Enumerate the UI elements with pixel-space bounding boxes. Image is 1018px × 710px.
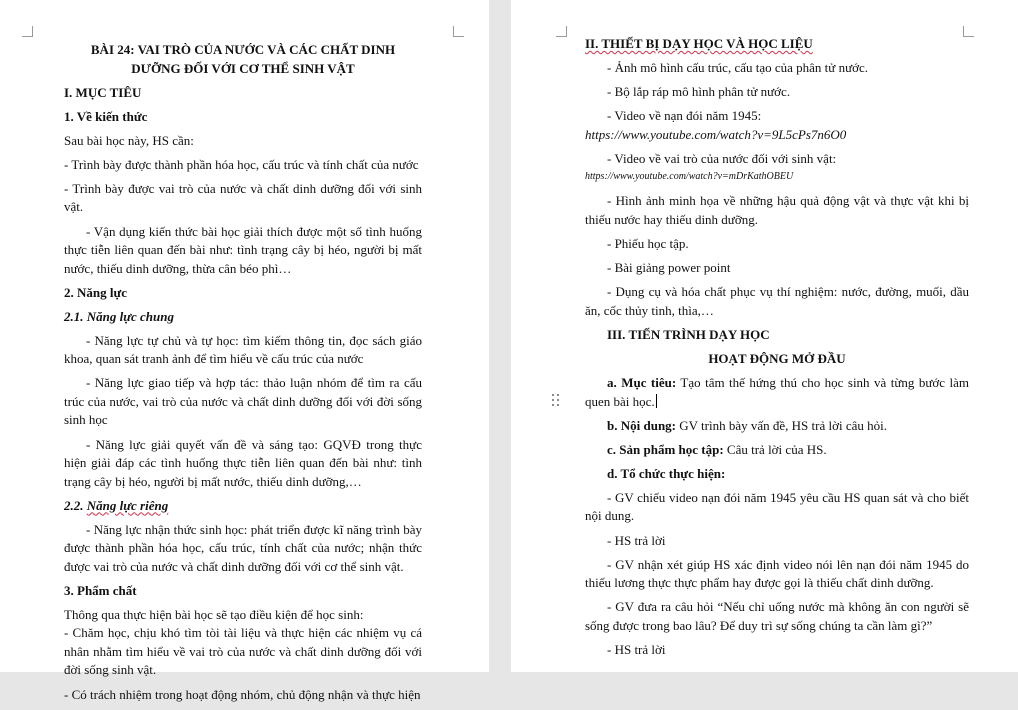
section-label: b. Nội dung: (607, 417, 676, 433)
spellcheck-underlined-text: II. THIẾT BỊ DẠY HỌC VÀ HỌC LIỆU (585, 36, 813, 51)
paragraph: - Năng lực nhận thức sinh học: phát triển được kĩ năng trình bày được thành phần hóa học, cấu trúc, tính chất của nước; nhận thức được vai trò của nước và chất dinh dưỡng đối với cơ thể sinh vật. (64, 521, 422, 574)
page-content[interactable] (585, 35, 969, 665)
video-link-1[interactable]: https://www.youtube.com/watch?v=9L5cPs7n6O0 (585, 126, 847, 142)
document-page-left (0, 0, 489, 702)
heading-pham-chat: 3. Phẩm chất (64, 582, 137, 598)
section-text: Câu trả lời của HS. (723, 441, 827, 457)
heading-nang-luc-chung: 2.1. Năng lực chung (64, 308, 174, 324)
paragraph: - Hình ảnh minh họa về những hậu quả động vật và thực vật khi bị thiếu nước hay thiếu dinh dưỡng. (585, 193, 969, 227)
section-d: d. Tổ chức thực hiện: (607, 465, 726, 481)
paragraph: - Video về vai trò của nước đối với sinh vật: (607, 150, 837, 166)
lesson-title-line1: BÀI 24: VAI TRÒ CỦA NƯỚC VÀ CÁC CHẤT DINH (90, 42, 396, 57)
spellcheck-underlined-text: Năng lực riêng (86, 497, 169, 513)
section-a (585, 374, 969, 411)
paragraph: - Năng lực tự chủ và tự học: tìm kiếm thông tin, đọc sách giáo khoa, quan sát tranh ảnh để tìm hiểu về cấu trúc của nước (64, 332, 422, 367)
heading-hoat-dong-mo-dau: HOẠT ĐỘNG MỞ ĐẦU (708, 350, 846, 366)
paragraph: - Vận dụng kiến thức bài học giải thích được một số tình huống thực tiễn liên quan đến bài như: tình trạng cây bị héo, người bị mất nước, thiếu dinh dưỡng, thừa cân béo phì… (64, 223, 422, 276)
heading-number: 2.2. (64, 497, 87, 513)
margin-corner-mark (22, 26, 33, 37)
paragraph: - Năng lực giải quyết vấn đề và sáng tạo: GQVĐ trong thực hiện giải đáp các tình huống thực tiễn liên quan đến bài như: tình trạng cây bị héo, người bị mất nước, thiếu dinh dưỡng,… (64, 436, 422, 489)
text-cursor (656, 394, 657, 408)
paragraph: - Dụng cụ và hóa chất phục vụ thí nghiệm: nước, đường, muối, dầu ăn, cốc thủy tinh, thìa,… (585, 284, 969, 318)
heading-thiet-bi (585, 35, 969, 54)
section-text: Tạo tâm thế hứng thú cho học sinh và từng bước làm quen bài học. (585, 375, 969, 409)
paragraph: - GV đưa ra câu hỏi “Nếu chỉ uống nước mà không ăn con người sẽ sống được trong bao lâu? Để duy trì sự sống chúng ta cần làm gì?” (585, 599, 969, 633)
paragraph: - HS trả lời (607, 641, 666, 657)
paragraph: Sau bài học này, HS cần: (64, 132, 194, 148)
paragraph: - HS trả lời (607, 532, 666, 548)
heading-nang-luc: 2. Năng lực (64, 284, 128, 300)
paragraph: - Chăm học, chịu khó tìm tòi tài liệu và thực hiện các nhiệm vụ cá nhân nhằm tìm hiểu về vai trò của nước và chất dinh dưỡng đối với đời sống sinh vật. (64, 625, 422, 678)
page-content[interactable] (64, 41, 422, 710)
paragraph: - GV nhận xét giúp HS xác định video nói lên nạn đói năm 1945 do thiếu lương thực thực phẩm hay được gọi là thiếu chất dinh dưỡng. (585, 556, 969, 591)
heading-kien-thuc: 1. Về kiến thức (64, 108, 148, 124)
heading-tien-trinh: III. TIẾN TRÌNH DẠY HỌC (607, 326, 770, 342)
paragraph: Thông qua thực hiện bài học sẽ tạo điều kiện để học sinh: (64, 606, 364, 622)
section-text: GV trình bày vấn đề, HS trả lời câu hỏi. (676, 417, 887, 433)
margin-corner-mark (556, 26, 567, 37)
paragraph: - Bài giảng power point (607, 260, 731, 276)
paragraph: - Có trách nhiệm trong hoạt động nhóm, chủ động nhận và thực hiện (64, 686, 421, 702)
paragraph: - Bộ lắp ráp mô hình phân tử nước. (607, 84, 791, 100)
paragraph: - Trình bày được thành phần hóa học, cấu trúc và tính chất của nước (64, 156, 419, 172)
drag-handle-icon[interactable] (552, 394, 562, 410)
paragraph: - Phiếu học tập. (607, 236, 689, 252)
section-label: c. Sản phẩm học tập: (607, 441, 724, 457)
section-c (585, 441, 969, 460)
paragraph: - Video về nạn đói năm 1945: (607, 108, 762, 124)
paragraph: - Ảnh mô hình cấu trúc, cấu tạo của phân tử nước. (607, 60, 869, 76)
section-label: a. Mục tiêu: (607, 375, 677, 391)
heading-muc-tieu: I. MỤC TIÊU (64, 84, 142, 100)
section-b (585, 417, 969, 436)
document-page-right (511, 0, 1018, 672)
paragraph: - Năng lực giao tiếp và hợp tác: thảo luận nhóm để tìm ra cấu trúc của nước, vai trò của nước và chất dinh dưỡng đối với đời sống sinh học (64, 375, 422, 428)
paragraph: - GV chiếu video nạn đói năm 1945 yêu cầu HS quan sát và cho biết nội dung. (585, 489, 969, 524)
video-link-2[interactable]: https://www.youtube.com/watch?v=mDrKathOBEU (585, 171, 794, 183)
heading-nang-luc-rieng (64, 497, 422, 516)
lesson-title-line2: DƯỠNG ĐỐI VỚI CƠ THỂ SINH VẬT (131, 60, 355, 76)
margin-corner-mark (453, 26, 464, 37)
paragraph: - Trình bày được vai trò của nước và chất dinh dưỡng đối với sinh vật. (64, 180, 422, 215)
